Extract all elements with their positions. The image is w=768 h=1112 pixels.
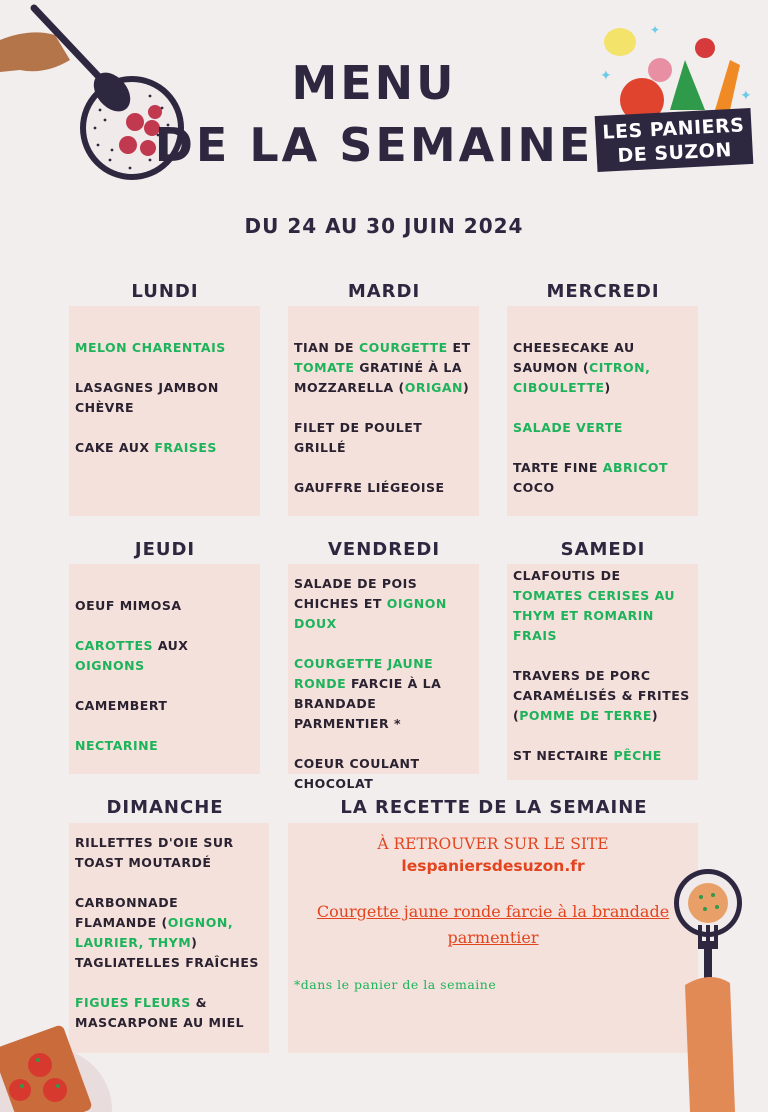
menu-item-segment: COURGETTE JAUNE RONDE	[294, 656, 434, 691]
menu-item-jeudi-3	[75, 696, 254, 716]
menu-box-vendredi	[288, 564, 479, 791]
menu-item-segment: ) TAGLIATELLES FRAÎCHES	[75, 935, 259, 970]
recipe-link[interactable]: Courgette jaune ronde farcie à la brandade parmentier	[316, 902, 670, 947]
logo-line1: LES PANIERS	[601, 114, 745, 144]
menu-item-segment: FILET DE POULET GRILLÉ	[294, 420, 423, 455]
menu-item-dimanche-1	[75, 833, 263, 873]
fork-meatball-illustration	[665, 865, 768, 1112]
day-heading-lundi: LUNDI	[131, 281, 199, 302]
menu-item-lundi-3	[75, 438, 254, 458]
menu-item-segment: PÊCHE	[613, 748, 662, 763]
menu-item-segment: FARCIE À LA BRANDADE PARMENTIER *	[294, 676, 442, 731]
menu-item-segment: ORIGAN	[404, 380, 464, 395]
menu-item-segment: OIGNON DOUX	[294, 596, 447, 631]
menu-item-segment: SALADE DE POIS CHICHES ET	[294, 576, 418, 611]
menu-box-mercredi	[507, 306, 698, 516]
day-heading-samedi: SAMEDI	[560, 539, 646, 560]
menu-item-segment: TARTE FINE	[513, 460, 603, 475]
svg-text:✦: ✦	[740, 88, 752, 104]
week-dates: DU 24 AU 30 JUIN 2024	[244, 214, 524, 238]
day-heading-mercredi: MERCREDI	[546, 281, 660, 302]
recipe-heading: LA RECETTE DE LA SEMAINE	[340, 797, 648, 818]
menu-item-segment: CITRON, CIBOULETTE	[513, 360, 651, 395]
menu-item-segment: )	[651, 708, 659, 723]
menu-item-segment: ST NECTAIRE	[513, 748, 614, 763]
menu-item-lundi-1	[75, 338, 254, 358]
menu-item-jeudi-2	[75, 636, 254, 676]
menu-item-segment: CAMEMBERT	[75, 698, 168, 713]
menu-item-segment: OIGNON, LAURIER, THYM	[75, 915, 234, 950]
menu-item-samedi-1	[513, 566, 692, 646]
menu-box-samedi	[507, 564, 698, 780]
menu-item-samedi-2	[513, 666, 692, 726]
menu-item-segment: MELON CHARENTAIS	[75, 340, 226, 355]
menu-item-segment: COURGETTE	[358, 340, 448, 355]
menu-item-segment: ET	[447, 340, 471, 355]
menu-item-mardi-2	[294, 418, 473, 458]
title-line1: MENU	[291, 56, 457, 110]
menu-item-segment: GAUFFRE LIÉGEOISE	[294, 480, 445, 495]
menu-item-mercredi-3	[513, 458, 692, 498]
menu-item-segment: RILLETTES D'OIE SUR TOAST MOUTARDÉ	[75, 835, 234, 870]
menu-item-mardi-1	[294, 338, 473, 398]
menu-item-segment: FIGUES FLEURS	[75, 995, 191, 1010]
recipe-box	[288, 823, 698, 1053]
menu-item-segment: SALADE VERTE	[513, 420, 623, 435]
day-heading-mardi: MARDI	[347, 281, 421, 302]
title-line2: DE LA SEMAINE	[154, 118, 594, 172]
menu-item-dimanche-2	[75, 893, 263, 973]
menu-box-jeudi	[69, 564, 260, 774]
menu-item-segment: & MASCARPONE AU MIEL	[75, 995, 245, 1030]
menu-item-segment: TOMATES CERISES AU THYM ET ROMARIN FRAIS	[513, 588, 676, 643]
day-heading-vendredi: VENDREDI	[327, 539, 441, 560]
menu-item-segment: TIAN DE	[294, 340, 359, 355]
menu-item-segment: TOMATE	[294, 360, 355, 375]
menu-box-lundi	[69, 306, 260, 516]
menu-item-segment: ABRICOT	[602, 460, 669, 475]
menu-item-mercredi-2	[513, 418, 692, 438]
menu-item-jeudi-1	[75, 596, 254, 616]
menu-item-mardi-3	[294, 478, 473, 498]
menu-item-segment: CARBONNADE FLAMANDE (	[75, 895, 179, 930]
menu-item-samedi-3	[513, 746, 692, 766]
menu-item-lundi-2	[75, 378, 254, 418]
svg-text:✦: ✦	[600, 68, 612, 84]
menu-box-mardi	[288, 306, 479, 516]
menu-item-segment: AUX	[152, 638, 189, 653]
menu-item-segment: CHEESECAKE AU SAUMON (	[513, 340, 635, 375]
menu-item-segment: COCO	[513, 480, 555, 495]
menu-item-segment: COEUR COULANT CHOCOLAT	[294, 756, 420, 791]
menu-item-segment: TRAVERS DE PORC CARAMÉLISÉS & FRITES (	[513, 668, 690, 723]
menu-item-segment: CAKE AUX	[75, 440, 155, 455]
menu-item-segment: )	[604, 380, 611, 395]
menu-item-segment: OIGNONS	[75, 658, 145, 673]
recipe-site[interactable]: lespaniersdesuzon.fr	[401, 857, 585, 875]
svg-text:✦: ✦	[650, 23, 661, 37]
menu-item-segment: CLAFOUTIS DE	[513, 568, 621, 583]
menu-item-jeudi-4	[75, 736, 254, 756]
menu-item-vendredi-2	[294, 654, 473, 734]
menu-item-vendredi-3	[294, 754, 473, 794]
logo-line2: DE SUZON	[617, 139, 733, 167]
toast-plate-illustration	[0, 1010, 115, 1112]
menu-item-segment: FRAISES	[154, 440, 217, 455]
menu-item-vendredi-1	[294, 574, 473, 634]
recipe-retrouver: À RETROUVER SUR LE SITE	[377, 835, 609, 853]
menu-item-segment: POMME DE TERRE	[519, 708, 652, 723]
menu-item-mercredi-1	[513, 338, 692, 398]
menu-item-segment: )	[463, 380, 470, 395]
day-heading-jeudi: JEUDI	[134, 539, 196, 560]
recipe-note: *dans le panier de la semaine	[294, 977, 497, 992]
menu-item-segment: OEUF MIMOSA	[75, 598, 182, 613]
day-heading-dimanche: DIMANCHE	[106, 797, 224, 818]
menu-item-segment: GRATINÉ À LA MOZZARELLA (	[294, 360, 463, 395]
menu-item-segment: NECTARINE	[75, 738, 159, 753]
menu-item-segment: CAROTTES	[75, 638, 153, 653]
menu-item-segment: LASAGNES JAMBON CHÈVRE	[75, 380, 219, 415]
